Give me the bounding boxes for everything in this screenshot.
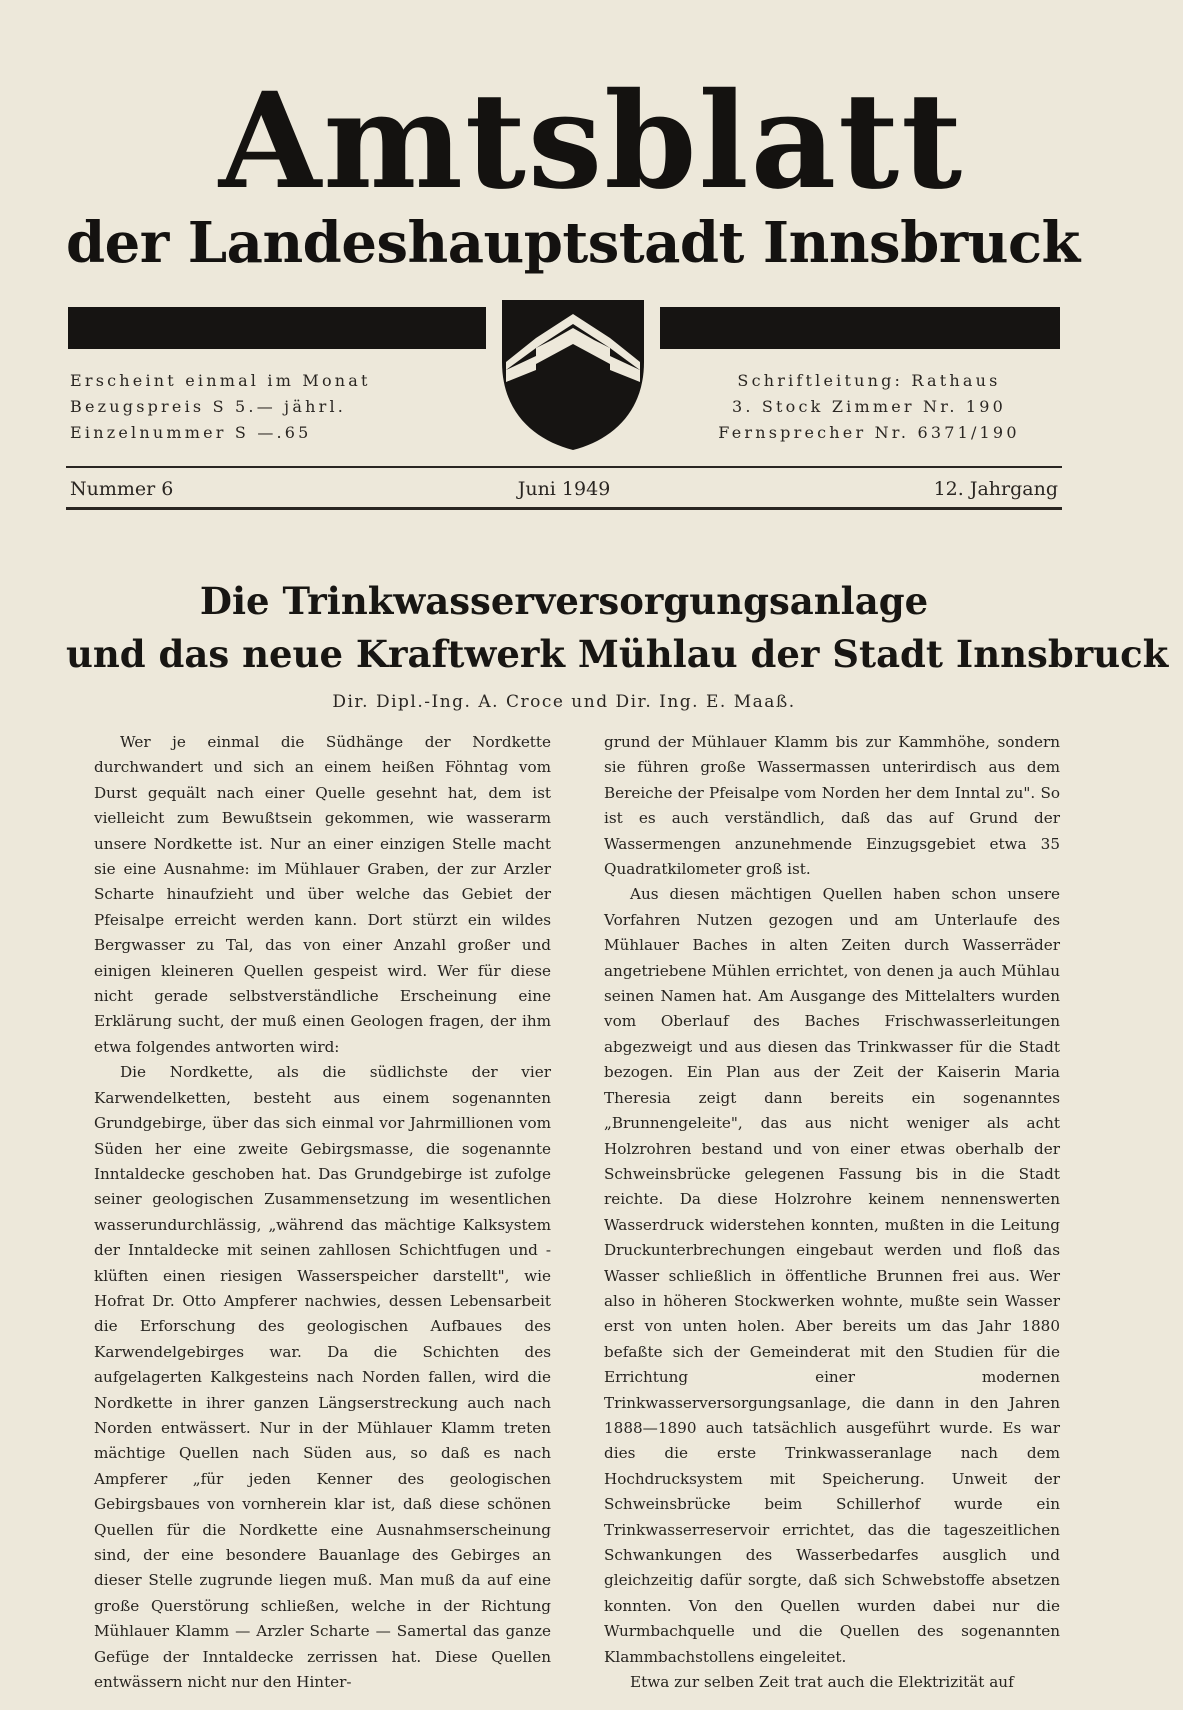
article-column-right — [604, 730, 1060, 1695]
divider — [66, 466, 1062, 468]
divider — [66, 507, 1062, 510]
city-coat-of-arms-icon — [502, 300, 644, 450]
info-line: 3. Stock Zimmer Nr. 190 — [731, 397, 1007, 416]
masthead-bar-right — [660, 307, 1060, 349]
masthead-bar-left — [68, 307, 486, 349]
info-line: Fernsprecher Nr. 6371/190 — [718, 423, 1020, 442]
info-line: Erscheint einmal im Monat — [70, 371, 371, 390]
article-column-left — [94, 730, 551, 1695]
editorial-contact-info — [674, 368, 1064, 446]
info-line: Einzelnummer S —.65 — [70, 423, 312, 442]
paragraph: Etwa zur selben Zeit trat auch die Elektrizität auf — [630, 1673, 1014, 1692]
info-line: Schriftleitung: Rathaus — [737, 371, 1001, 390]
paragraph: Wer je einmal die Südhänge der Nordkette durchwandert und sich an einem heißen Föhntag vom Durst gequält nach einer Quelle gesehnt hat, dem ist vielleicht zum Bewußtsein gekommen, wie wasserarm unsere Nordkette ist. Nur an einer einzigen Stelle macht sie eine Ausnahme: im Mühlauer Graben, der zur Arzler Scharte hinaufzieht und über welche das Gebiet der Pfeisalpe erreicht werden kann. Dort stürzt ein wildes Bergwasser zu Tal, das von einer Anzahl großer und einigen kleineren Quellen gespeist wird. Wer für diese nicht gerade selbstverständliche Erscheinung eine Erklärung sucht, der muß einen Geologen fragen, der ihm etwa folgendes antworten wird: — [94, 733, 551, 1056]
info-line: Bezugspreis S 5.— jährl. — [70, 397, 347, 416]
issue-date: Juni 1949 — [517, 478, 611, 500]
masthead-title: Amtsblatt — [218, 64, 965, 219]
issue-number: Nummer 6 — [70, 478, 174, 500]
article-headline: Die Trinkwasserversorgungsanlage — [199, 579, 929, 623]
article-authors: Dir. Dipl.-Ing. A. Croce und Dir. Ing. E. Maaß. — [332, 692, 796, 712]
masthead-subtitle: der Landeshauptstadt Innsbruck — [66, 210, 1080, 276]
issue-volume: 12. Jahrgang — [933, 478, 1058, 500]
paragraph: Aus diesen mächtigen Quellen haben schon unsere Vorfahren Nutzen gezogen und am Unterlaufe des Mühlauer Baches in alten Zeiten durch Wasserräder angetriebene Mühlen errichtet, von denen ja auch Mühlau seinen Namen hat. Am Ausgange des Mittelalters wurden vom Oberlauf des Baches Frischwasserleitungen abgezweigt und aus diesen das Trinkwasser für die Stadt bezogen. Ein Plan aus der Zeit der Kaiserin Maria Theresia zeigt dann bereits ein sogenanntes „Brunnengeleite", das aus nicht weniger als acht Holzrohren bestand und von einer etwas oberhalb der Schweinsbrücke gelegenen Fassung bis in die Stadt reichte. Da diese Holzrohre keinem nennenswerten Wasserdruck widerstehen konnten, mußten in die Leitung Druckunterbrechungen eingebaut werden und floß das Wasser schließlich in öffentliche Brunnen frei aus. Wer also in höheren Stockwerken wohnte, mußte sein Wasser erst von unten holen. Aber bereits um das Jahr 1880 befaßte sich der Gemeinderat mit den Studien für die Errichtung einer modernen Trinkwasserversorgungsanlage, die dann in den Jahren 1888—1890 auch tatsächlich ausgeführt wurde. Es war dies die erste Trinkwasseranlage nach dem Hochdrucksystem mit Speicherung. Unweit der Schweinsbrücke beim Schillerhof wurde ein Trinkwasserreservoir errichtet, das die tageszeitlichen Schwankungen des Wasserbedarfes ausglich und gleichzeitig dafür sorgte, daß sich Schwebstoffe absetzen konnten. Von den Quellen wurden dabei nur die Wurmbachquelle und die Quellen des sogenannten Klammbachstollens eingeleitet. — [604, 885, 1060, 1666]
publication-info — [70, 368, 470, 446]
paragraph: Die Nordkette, als die südlichste der vier Karwendelketten, besteht aus einem sogenannten Grundgebirge, über das sich einmal vor Jahrmillionen vom Süden her eine zweite Gebirgsmasse, die sogenannte Inntaldecke geschoben hat. Das Grundgebirge ist zufolge seiner geologischen Zusammensetzung im wesentlichen wasserundurchlässig, „während das mächtige Kalksystem der Inntaldecke mit seinen zahllosen Schichtfugen und -klüften einen riesigen Wasserspeicher darstellt", wie Hofrat Dr. Otto Ampferer nachwies, dessen Lebensarbeit die Erforschung des geologischen Aufbaues des Karwendelgebirges war. Da die Schichten des aufgelagerten Kalkgesteins nach Norden fallen, wird die Nordkette in ihrer ganzen Längserstreckung auch nach Norden entwässert. Nur in der Mühlauer Klamm treten mächtige Quellen nach Süden aus, so daß es nach Ampferer „für jeden Kenner des geologischen Gebirgsbaues von vornherein klar ist, daß diese schönen Quellen für die Nordkette eine Ausnahmserscheinung sind, der eine besondere Bauanlage des Gebirges an dieser Stelle zugrunde liegen muß. Man muß da auf eine große Querstörung schließen, welche in der Richtung Mühlauer Klamm — Arzler Scharte — Samertal das ganze Gefüge der Inntaldecke zerrissen hat. Diese Quellen entwässern nicht nur den Hinter- — [94, 1063, 551, 1692]
paragraph: grund der Mühlauer Klamm bis zur Kammhöhe, sondern sie führen große Wassermassen unterirdisch aus dem Bereiche der Pfeisalpe vom Norden her dem Inntal zu". So ist es auch verständlich, daß das auf Grund der Wassermengen anzunehmende Einzugsgebiet etwa 35 Quadratkilometer groß ist. — [604, 733, 1060, 879]
article-headline: und das neue Kraftwerk Mühlau der Stadt Innsbruck — [66, 632, 1169, 676]
